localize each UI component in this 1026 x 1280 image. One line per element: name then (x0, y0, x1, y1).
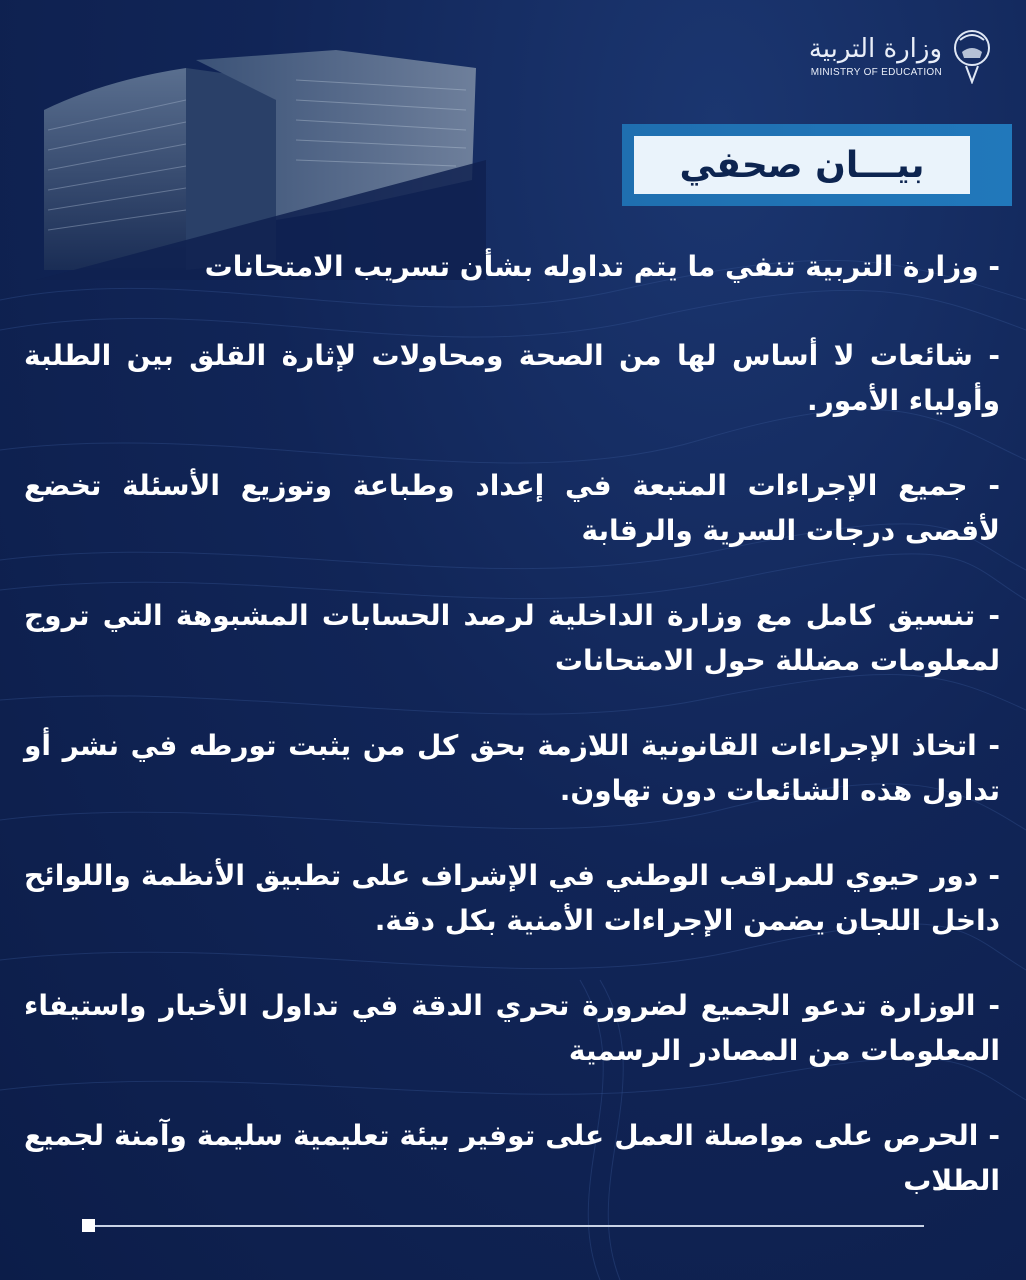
statement-list (24, 244, 1000, 1243)
logo-english-name: MINISTRY OF EDUCATION (810, 66, 942, 78)
statement-item-6: - دور حيوي للمراقب الوطني في الإشراف على تطبيق الأنظمة واللوائح داخل اللجان يضمن الإجراءات الأمنية بكل دقة. (24, 859, 1000, 937)
statement-item-8: - الحرص على مواصلة العمل على توفير بيئة تعليمية سليمة وآمنة لجميع الطلاب (24, 1119, 1000, 1197)
ministry-logo (809, 26, 992, 84)
statement-item-2: - شائعات لا أساس لها من الصحة ومحاولات لإثارة القلق بين الطلبة وأولياء الأمور. (24, 339, 1000, 417)
page-title: بيـــان صحفي (679, 144, 925, 186)
statement-item-1: - وزارة التربية تنفي ما يتم تداوله بشأن تسريب الامتحانات (204, 250, 1000, 283)
progress-indicator[interactable] (82, 1219, 95, 1232)
kuwait-emblem-icon (952, 26, 992, 84)
statement-item-5: - اتخاذ الإجراءات القانونية اللازمة بحق كل من يثبت تورطه في نشر أو تداول هذه الشائعات دون تهاون. (24, 729, 1000, 807)
statement-item-4: - تنسيق كامل مع وزارة الداخلية لرصد الحسابات المشبوهة التي تروج لمعلومات مضللة حول الامتحانات (24, 599, 1000, 677)
title-banner (622, 124, 1012, 206)
progress-track (88, 1225, 924, 1227)
logo-arabic-name: وزارة التربية (808, 33, 942, 64)
carousel-progress-bar[interactable] (82, 1218, 924, 1234)
statement-item-3: - جميع الإجراءات المتبعة في إعداد وطباعة وتوزيع الأسئلة تخضع لأقصى درجات السرية والرقابة (24, 469, 1000, 547)
statement-item-7: - الوزارة تدعو الجميع لضرورة تحري الدقة في تداول الأخبار واستيفاء المعلومات من المصادر الرسمية (24, 989, 1000, 1067)
